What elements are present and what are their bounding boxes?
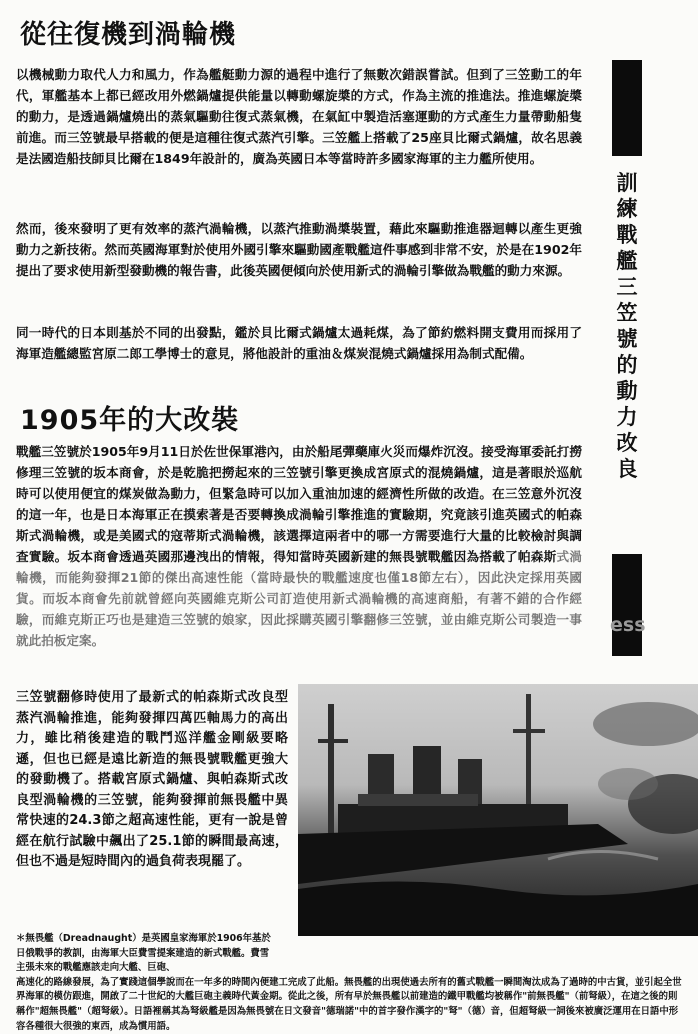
paragraph-1905-refit-main: 戰艦三笠號於1905年9月11日於佐世保軍港內，由於船尾彈藥庫火災而爆炸沉沒。接受海軍委託打撈修理三笠號的坂本商會，於是乾脆把撈起來的三笠號引擎更換成宮原式的混燒鍋爐，這是著眼於巡航時可以使用便宜的煤炭做為動力，但緊急時可以加入重油加速的經濟性所做的改造。在三笠意外沉沒的這一年，也是日本海軍正在摸索著是否要轉換成渦輪引擎推進的實驗期，究竟該引進英國式的帕森斯式渦輪機，或是美國式的寇蒂斯式渦輪機，該選擇這兩者中的哪一方需要進行大量的比較檢討與調查實驗。坂本商會透過英國那邊洩出的情報，得知當時英國新建的無畏號戰艦因為搭載了帕森斯 — [16, 444, 582, 564]
sidebar-bleed-text: ess — [610, 614, 646, 636]
footnote-dreadnought — [16, 932, 684, 1034]
paragraph-1905-refit-faded: 式渦輪機，而能夠發揮21節的傑出高速性能（當時最快的戰艦速度也僅18節左右），因此決定採用英國貨。而坂本商會先前就曾經向英國維克斯公司訂造使用新式渦輪機的高速商船，有著不錯的合作經驗，而維克斯正巧也是建造三笠號的娘家，因此採購英國引擎翻修三笠號，並由維克斯公司製造一事就此拍板定案。 — [16, 549, 583, 648]
paragraph-1905-refit — [16, 441, 582, 651]
footnote-dreadnought-part2: 高速化的路線發展，為了實踐這個學說而在一年多的時間內便建工完成了此船。無畏艦的出現使過去所有的舊式戰艦一瞬間淘汰成為了過時的中古貨，並引起全世界海軍的模仿跟進，開啟了二十世紀的大艦巨砲主義時代黃金期。從此之後，所有早於無畏艦以前建造的鐵甲戰艦均被稱作"前無畏艦"（前弩級），在這之後的則稱作"超無畏艦"（超弩級）。日語裡稱其為弩級艦是因為無畏號在日文發音"德瑞諾"中的首字發作漢字的"弩"（德）音，但超弩級一詞後來被廣泛運用在日語中形容各種很大很強的東西，成為慣用語。 — [16, 976, 682, 1032]
sidebar-black-bar-bottom — [610, 554, 646, 656]
section-heading-turbine: 從往復機到渦輪機 — [20, 20, 237, 50]
battleship-photo — [298, 684, 698, 936]
section-heading-1905-refit: 1905年的大改裝 — [20, 405, 240, 436]
sidebar-vertical-title: 訓 練 戰 艦 三 笠 號 的 動 力 改 良 — [616, 171, 638, 481]
paragraph-steam-turbine: 然而，後來發明了更有效率的蒸汽渦輪機，以蒸汽推動渦槳裝置，藉此來驅動推進器迴轉以產生更強動力之新技術。然而英國海軍對於使用外國引擎來驅動國產戰艦這件事感到非常不安，於是在1902年提出了要求使用新型發動機的報告書，此後英國便傾向於使用新式的渦輪引擎做為戰艦的動力來源。 — [16, 221, 582, 278]
paragraph-japan-boiler: 同一時代的日本則基於不同的出發點，鑑於貝比爾式鍋爐太過耗煤，為了節約燃料開支費用而採用了海軍造艦總監宮原二郎工學博士的意見，將他設計的重油＆煤炭混燒式鍋爐採用為制式配備。 — [16, 325, 582, 361]
battleship-illustration — [298, 684, 698, 936]
footnote-dreadnought-part1: ＊無畏艦（Dreadnaught）是英國皇家海軍於1906年基於日俄戰爭的教訓，由海軍大臣費雪提案建造的新式戰艦。費雪主張未來的戰艦應該走向大艦、巨砲、 — [16, 933, 271, 974]
paragraph-parsons-turbine: 三笠號翻修時使用了最新式的帕森斯式改良型蒸汽渦輪推進，能夠發揮四萬匹軸馬力的高出力，雖比稍後建造的戰鬥巡洋艦金剛級要略遜，但也已經是遠比新造的無畏號戰艦更強大的發動機了。搭載宮原式鍋爐、與帕森斯式改良型渦輪機的三笠號，能夠發揮前無畏艦中異常快速的24.3節之超高速性能，更有一說是曾經在航行試驗中飆出了25.1節的瞬間最高速，但也不過是短時間內的過負荷表現罷了。 — [16, 690, 288, 869]
vertical-sidebar — [610, 60, 646, 656]
sidebar-black-bar-top — [612, 60, 642, 156]
paragraph-reciprocating-engine: 以機械動力取代人力和風力，作為艦艇動力源的過程中進行了無數次錯誤嘗試。但到了三笠動工的年代，軍艦基本上都已經改用外燃鍋爐提供能量以轉動螺旋槳的方式，作為主流的推進法。推進螺旋槳的動力，是透過鍋爐燒出的蒸氣驅動往復式蒸氣機，在氣缸中製造活塞運動的方式產生力量帶動船隻前進。而三笠號最早搭載的便是這種往復式蒸汽引擎。三笠艦上搭載了25座貝比爾式鍋爐，故名思義是法國造船技師貝比爾在1849年設計的，廣為英國日本等當時許多國家海軍的主力艦所使用。 — [16, 67, 582, 166]
